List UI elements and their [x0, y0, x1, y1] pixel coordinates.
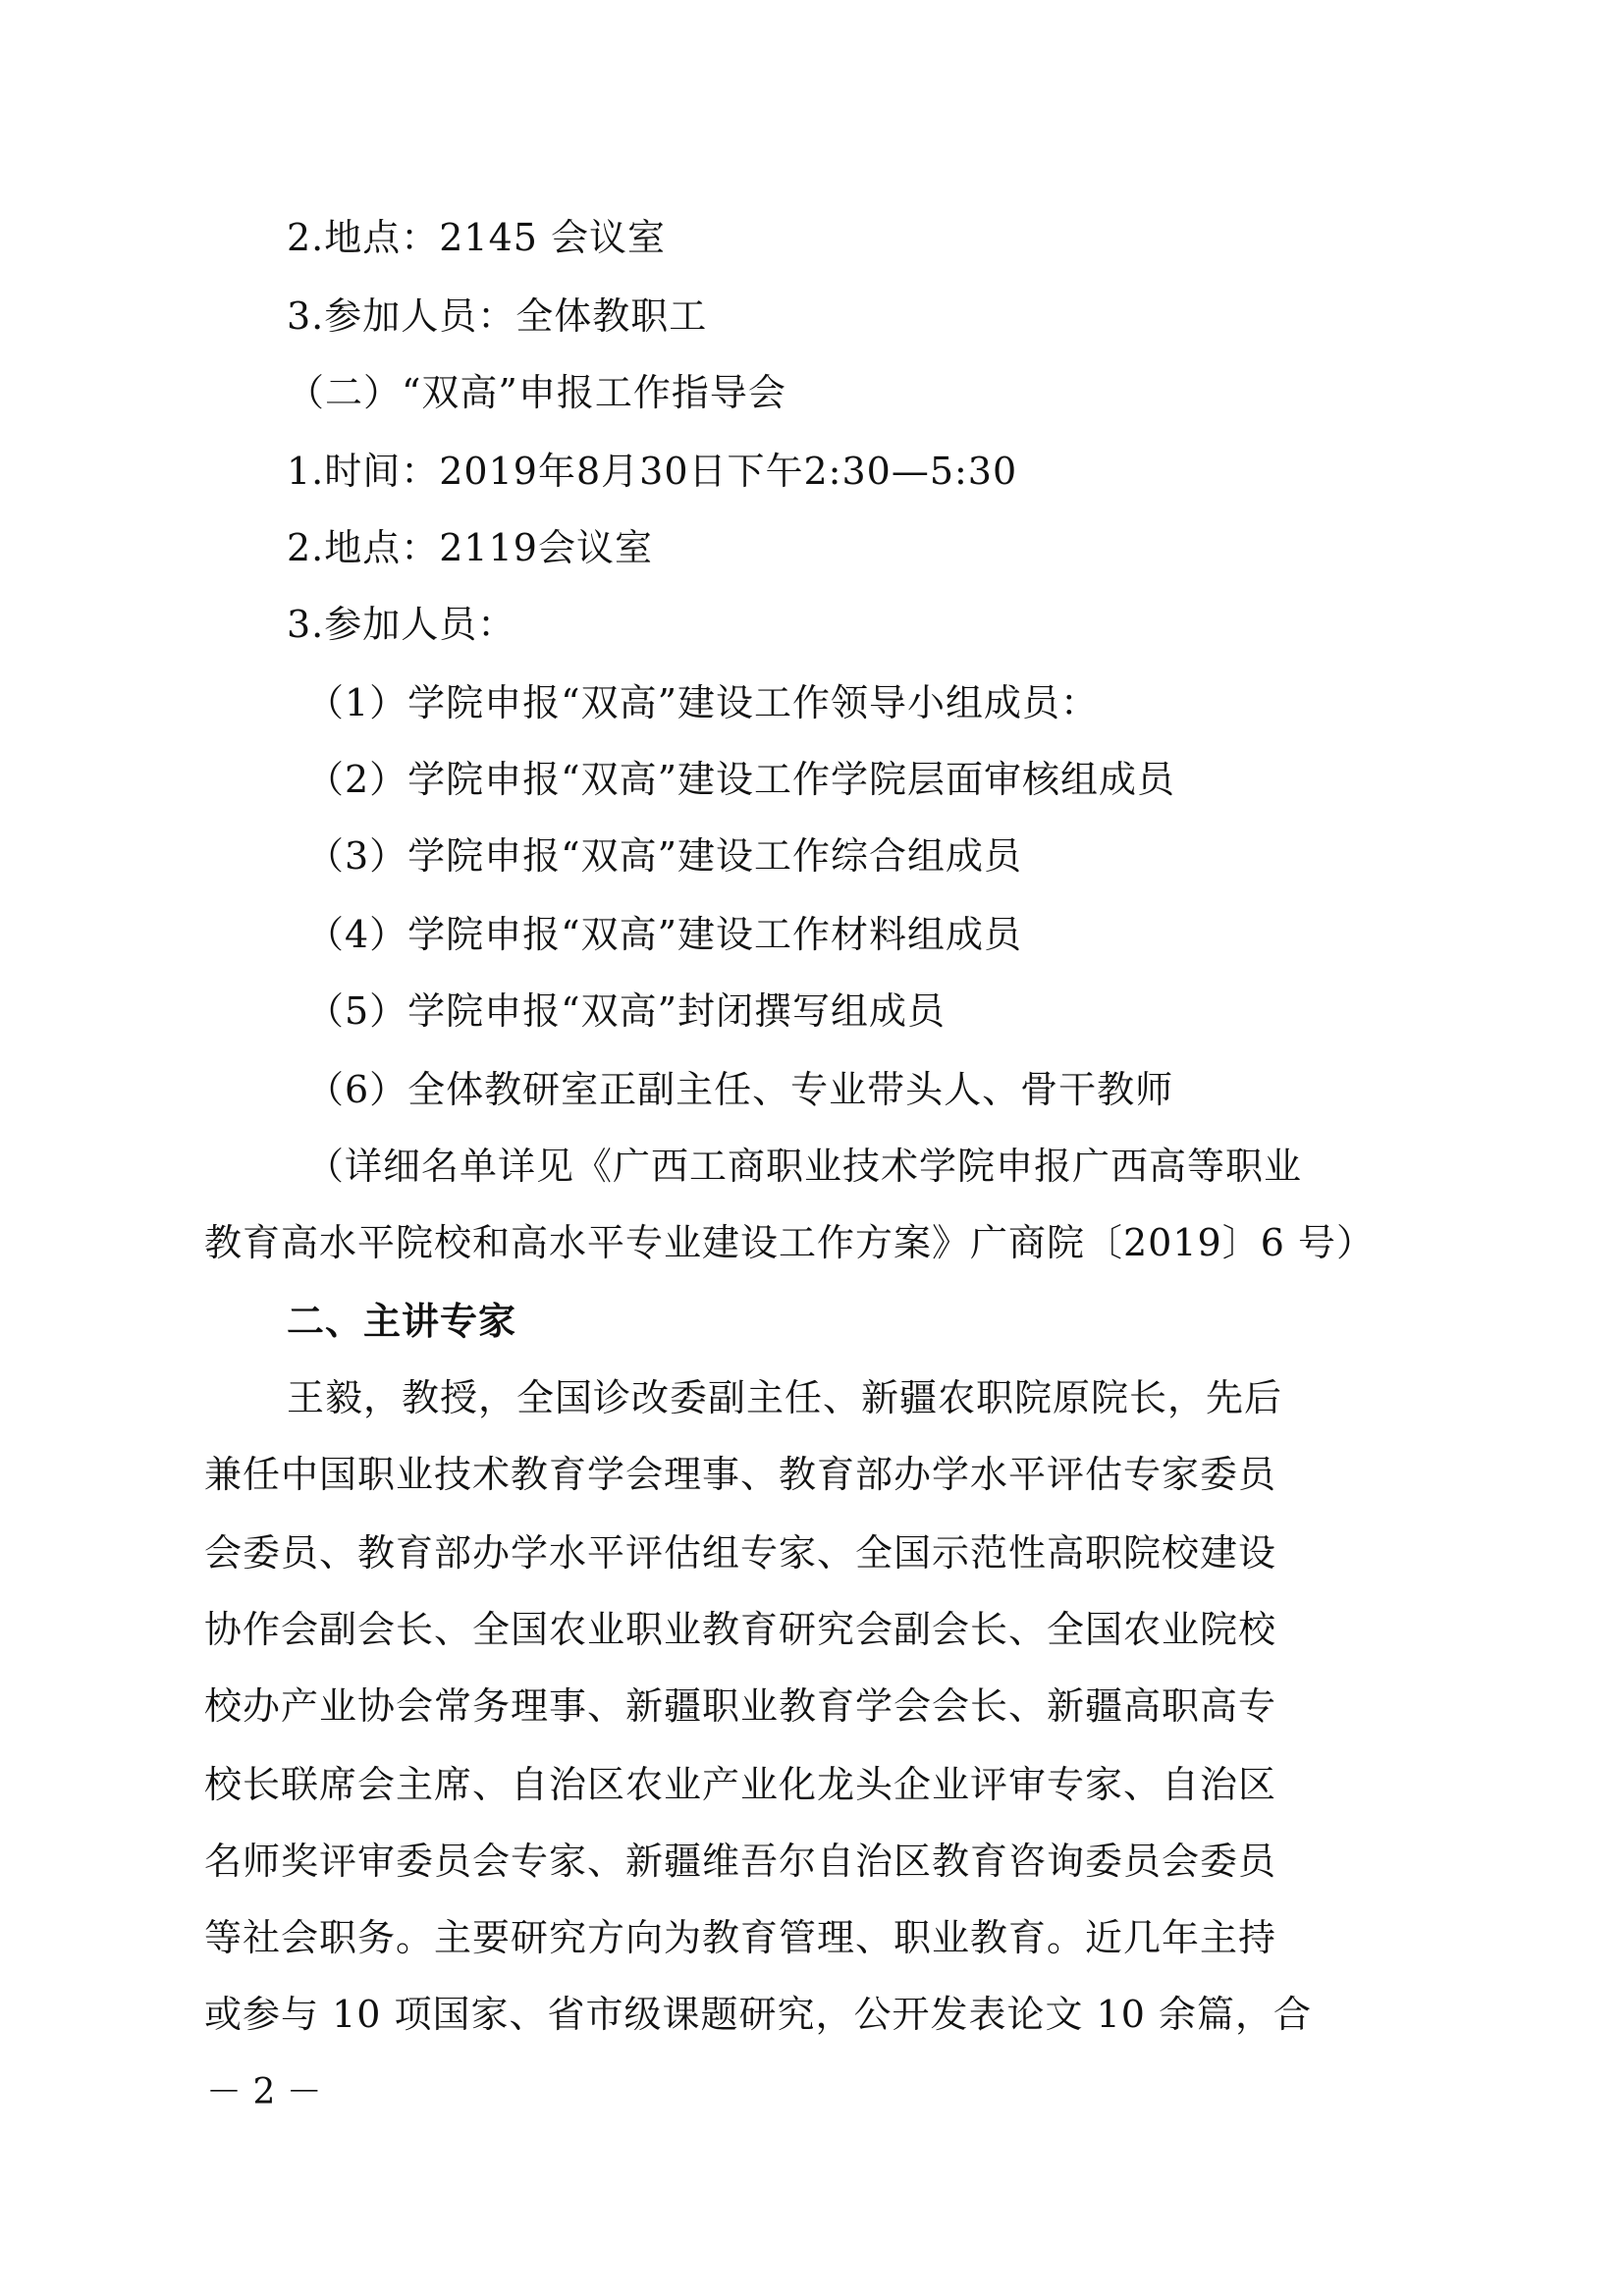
bio-line: 协作会副会长、全国农业职业教育研究会副会长、全国农业院校 — [204, 1608, 1277, 1651]
attendee-item: （5）学院申报“双高”封闭撰写组成员 — [306, 989, 947, 1033]
bio-line: 会委员、教育部办学水平评估组专家、全国示范性高职院校建设 — [204, 1531, 1277, 1575]
meeting2-location: 2.地点：2119会议室 — [287, 526, 653, 569]
bio-line: 王毅，教授，全国诊改委副主任、新疆农职院原院长，先后 — [287, 1376, 1283, 1419]
bio-line: 兼任中国职业技术教育学会理事、教育部办学水平评估专家委员 — [204, 1453, 1277, 1496]
page-number: － 2 － — [206, 2072, 322, 2112]
bio-line: 校长联席会主席、自治区农业产业化龙头企业评审专家、自治区 — [204, 1763, 1277, 1806]
note-line: 教育高水平院校和高水平专业建设工作方案》广商院〔2019〕6 号） — [204, 1221, 1375, 1264]
bio-line: 名师奖评审委员会专家、新疆维吾尔自治区教育咨询委员会委员 — [204, 1840, 1277, 1883]
section-heading: 二、主讲专家 — [287, 1300, 517, 1343]
meeting2-attendees-label: 3.参加人员： — [287, 603, 516, 646]
bio-line: 或参与 10 项国家、省市级课题研究，公开发表论文 10 余篇，合 — [204, 1993, 1313, 2036]
bio-line: 校办产业协会常务理事、新疆职业教育学会会长、新疆高职高专 — [204, 1684, 1277, 1728]
meeting2-time: 1.时间：2019年8月30日下午2:30—5:30 — [287, 450, 1018, 493]
attendee-item: （4）学院申报“双高”建设工作材料组成员 — [306, 913, 1023, 956]
bio-line: 等社会职务。主要研究方向为教育管理、职业教育。近几年主持 — [204, 1916, 1277, 1959]
note-line: （详细名单详见《广西工商职业技术学院申报广西高等职业 — [306, 1145, 1303, 1188]
attendee-item: （3）学院申报“双高”建设工作综合组成员 — [306, 834, 1023, 878]
attendee-item: （2）学院申报“双高”建设工作学院层面审核组成员 — [306, 758, 1176, 801]
meeting1-location: 2.地点：2145 会议室 — [287, 216, 667, 259]
meeting1-attendees: 3.参加人员：全体教职工 — [287, 294, 708, 338]
attendee-item: （1）学院申报“双高”建设工作领导小组成员： — [306, 681, 1100, 724]
attendee-item: （6）全体教研室正副主任、专业带头人、骨干教师 — [306, 1068, 1174, 1111]
meeting2-title: （二）“双高”申报工作指导会 — [287, 371, 786, 414]
